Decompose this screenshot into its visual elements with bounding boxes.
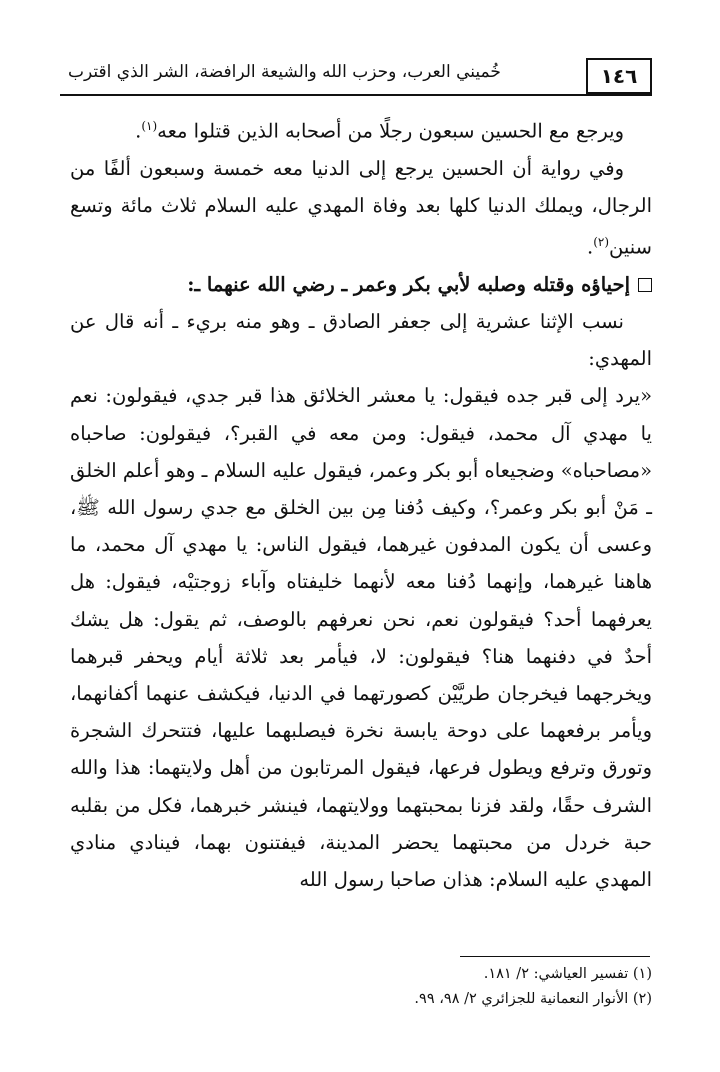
footnote-ref-1[interactable]: (١)	[141, 119, 158, 133]
paragraph-3: نسب الإثنا عشرية إلى جعفر الصادق ـ وهو منه بريء ـ أنه قال عن المهدي:	[70, 310, 652, 371]
footnote-1: (١) تفسير العياشي: ٢/ ١٨١.	[483, 966, 652, 982]
footnotes	[70, 962, 652, 1012]
page-header	[60, 58, 652, 96]
section-heading-text: إحياؤه وقتله وصلبه لأبي بكر وعمر ـ رضي الله عنهما ـ:	[187, 272, 630, 296]
footnote-divider	[460, 956, 650, 957]
footnote-ref-2[interactable]: (٢)	[593, 235, 610, 250]
checkbox-bullet-icon	[638, 278, 652, 292]
paragraph-2	[70, 150, 652, 266]
paragraph-2-end: .	[587, 235, 594, 259]
page-number: ١٤٦	[586, 58, 652, 94]
running-title: خُميني العرب، وحزب الله والشيعة الرافضة، الشر الذي اقترب	[68, 62, 501, 82]
paragraph-2-text: وفي رواية أن الحسين يرجع إلى الدنيا معه خمسة وسبعون ألفًا من الرجال، ويملك الدنيا كلها بعد وفاة المهدي عليه السلام ثلاث مائة وتسع سنين	[70, 156, 652, 259]
paragraph-1	[70, 108, 652, 150]
paragraph-1-text: ويرجع مع الحسين سبعون رجلًا من أصحابه الذين قتلوا معه	[157, 119, 624, 143]
page-body	[70, 108, 652, 898]
footnote-2: (٢) الأنوار النعمانية للجزائري ٢/ ٩٨، ٩٩.	[414, 991, 652, 1007]
quote-paragraph: «يرد إلى قبر جده فيقول: يا معشر الخلائق هذا قبر جدي، فيقولون: نعم يا مهدي آل محمد، فيقول: ومن معه في القبر؟، فيقولون: صاحباه «مصاحباه» وضجيعاه أبو بكر وعمر، فيقول عليه السلام ـ وهو أعلم الخلق ـ مَنْ أبو بكر وعمر؟، وكيف دُفنا مِن بين الخلق مع جدي رسول الله ﷺ، وعسى أن يكون المدفون غيرهما، فيقول الناس: يا مهدي آل محمد، ما هاهنا غيرهما، وإنهما دُفنا معه لأنهما خليفتاه وآباء زوجتيْه، فيقول: هل يعرفهما أحد؟ فيقولون نعم، نحن نعرفهم بالوصف، ثم يقول: هل يشك أحدٌ في دفنهما هنا؟ فيقولون: لا، فيأمر بعد ثلاثة أيام ويحفر قبرهما ويخرجهما فيخرجان طريَّيْن كصورتهما في الدنيا، فيكشف عنهما أكفانهما، ويأمر برفعهما على دوحة يابسة نخرة فيصلبهما عليها، فتتحرك الشجرة وتورق وترفع ويطول فرعها، فيقول المرتابون من أهل ولايتهما: هذا والله الشرف حقًا، ولقد فزنا بمحبتهما وولايتهما، فينشر خبرهما، فكل من بقلبه حبة خردل من محبتهما يحضر المدينة، فيفتنون بهما، فينادي منادي المهدي عليه السلام: هذان صاحبا رسول الله	[70, 384, 652, 892]
section-heading	[70, 266, 652, 303]
paragraph-1-end: .	[135, 119, 142, 143]
